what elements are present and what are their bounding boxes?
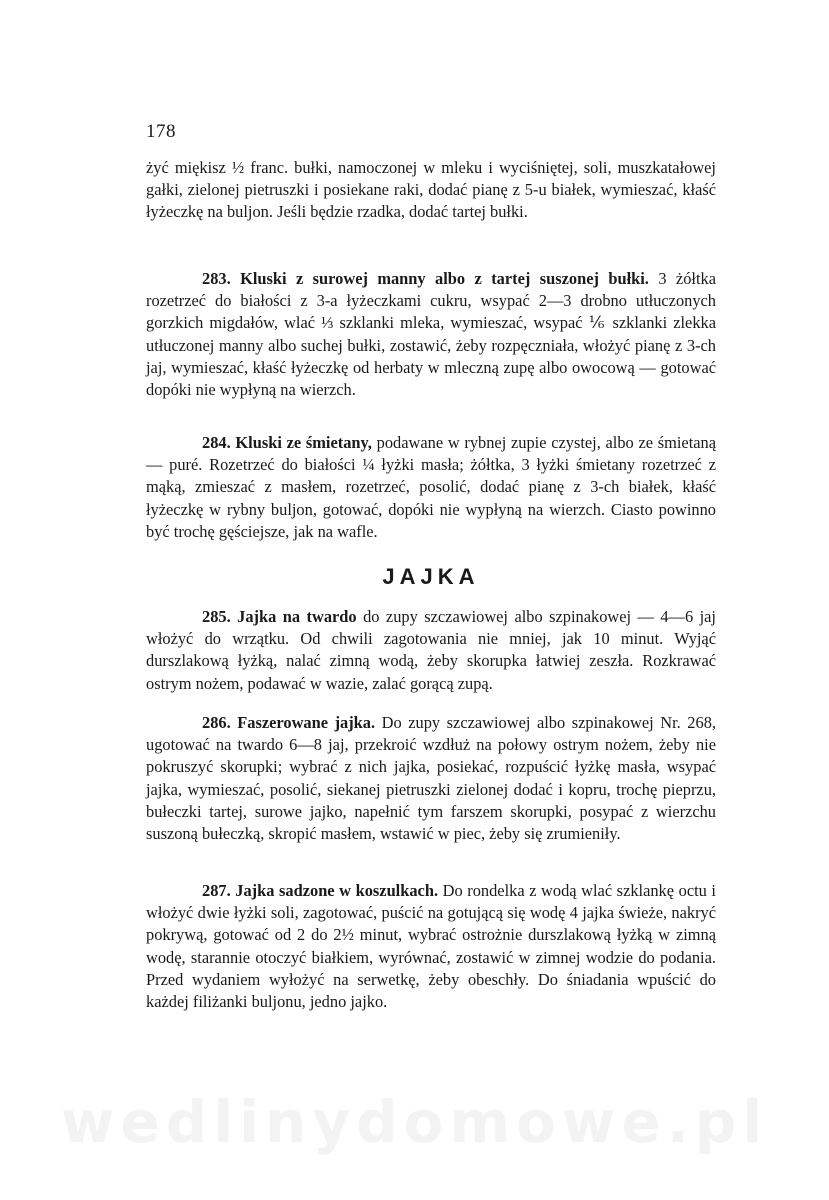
recipe-284 [146, 432, 716, 543]
recipe-body: 3 żółtka rozetrzeć do białości z 3-a łyżeczkami cukru, wsypać 2—3 drobno utłuczonych gorzkich migdałów, wlać ⅓ szklanki mleka, wymieszać, wsypać ⅙ szklanki zlekka utłuczonej manny albo suchej bułki, zostawić, żeby rozpęczniała, włożyć pianę z 3-ch jaj, wymieszać, kłaść łyżeczkę od herbaty w mleczną zupę albo owocową — gotować dopóki nie wypłyną na wierzch. [146, 269, 716, 400]
page-number: 178 [146, 121, 176, 142]
recipe-287 [146, 880, 716, 1013]
section-title: JAJKA [382, 564, 480, 589]
recipe-number: 285. [202, 607, 231, 626]
recipe-heading: Kluski ze śmietany, [235, 433, 372, 452]
recipe-285 [146, 606, 716, 695]
recipe-heading: Jajka na twardo [237, 607, 357, 626]
recipe-number: 286. [202, 713, 231, 732]
recipe-body: Do rondelka z wodą wlać szklankę octu i włożyć dwie łyżki soli, zagotować, puścić na gotującą się wodę 4 jajka świeże, nakryć pokrywą, gotować od 2 do 2½ minut, wybrać ostrożnie durszlakową łyżką w zimną wodę, starannie otoczyć białkiem, wyrównać, zostawić w zimnej wodzie do podania. Przed wydaniem wyłożyć na serwetkę, żeby obeschły. Do śniadania wpuścić do każdej filiżanki buljonu, jedno jajko. [146, 881, 716, 1012]
watermark: wedlinydomowe.pl [60, 1088, 769, 1156]
recipe-body: Do zupy szczawiowej albo szpinakowej Nr. 268, ugotować na twardo 6—8 jaj, przekroić wzdłuż na połowy ostrym nożem, żeby nie pokruszyć skorupki; wybrać z nich jajka, posiekać, rozpuścić łyżkę masła, wsypać jajka, wymieszać, posolić, siekanej pietruszki zielonej dodać i kopru, trochę pieprzu, bułeczki tartej, surowe jajko, napełnić tym farszem skorupki, posypać z wierzchu suszoną bułeczką, skropić masłem, wstawić w piec, żeby się zrumieniły. [146, 713, 716, 844]
recipe-number: 284. [202, 433, 231, 452]
recipe-heading: Faszerowane jajka. [237, 713, 376, 732]
recipe-body: podawane w rybnej zupie czystej, albo ze śmietaną — puré. Rozetrzeć do białości ¼ łyżki masła; żółtka, 3 łyżki śmietany rozetrzeć z mąką, zmieszać z masłem, rozetrzeć, posolić, dodać pianę z 3-ch białek, kłaść łyżeczkę w rybny buljon, gotować, dopóki nie wypłyną na wierzch. Ciasto powinno być trochę gęściejsze, jak na wafle. [146, 433, 717, 541]
recipe-number: 287. [202, 881, 231, 900]
intro-paragraph: żyć miękisz ½ franc. bułki, namoczonej w mleku i wyciśniętej, soli, muszkatałowej gałki, zielonej pietruszki i posiekane raki, dodać pianę z 5-u białek, wymieszać, kłaść łyżeczkę na buljon. Jeśli będzie rzadka, dodać tartej bułki. [146, 158, 716, 222]
recipe-283 [146, 268, 716, 401]
recipe-number: 283. [202, 269, 231, 288]
recipe-heading: Jajka sadzone w koszulkach. [235, 881, 439, 900]
recipe-body: do zupy szczawiowej albo szpinakowej — 4—6 jaj włożyć do wrzątku. Od chwili zagotowania nie mniej, jak 10 minut. Wyjąć durszlakową łyżką, nalać zimną wodą, żeby skorupka łatwiej zeszła. Rozkrawać ostrym nożem, podawać w wazie, zalać gorącą zupą. [146, 607, 716, 693]
recipe-heading: Kluski z surowej manny albo z tartej suszonej bułki. [240, 269, 649, 288]
recipe-286 [146, 712, 716, 845]
